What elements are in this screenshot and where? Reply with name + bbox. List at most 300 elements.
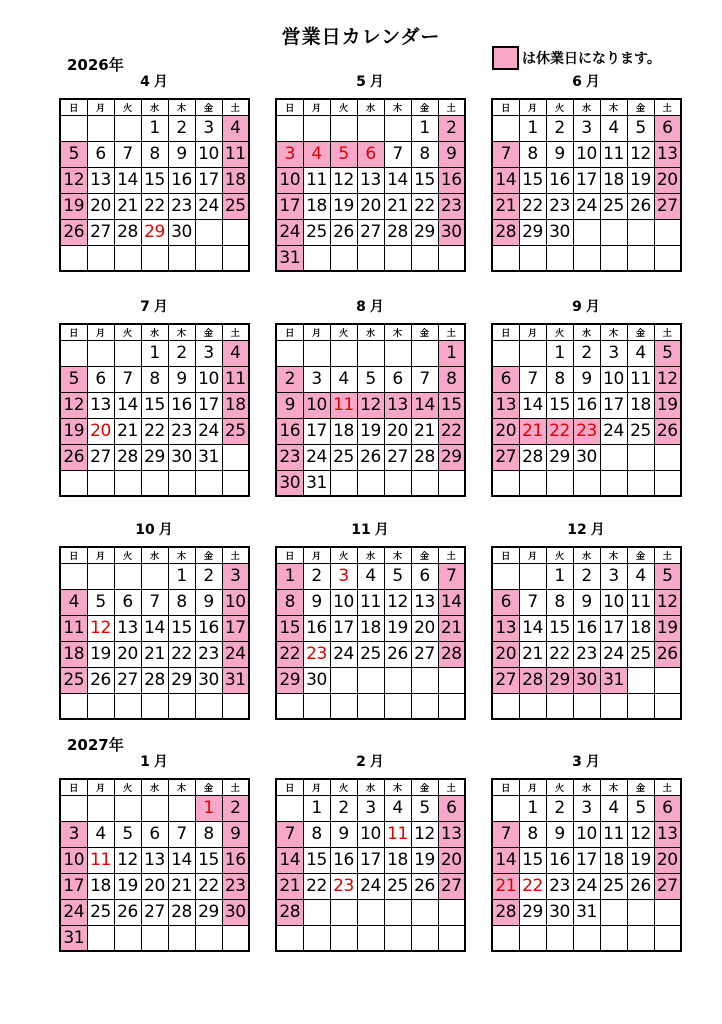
day-cell-holiday: 31 <box>600 667 627 693</box>
day-cell-holiday: 28 <box>276 899 303 925</box>
month-number: 4 <box>140 74 150 90</box>
empty-day-cell <box>654 925 681 951</box>
day-cell: 3 <box>600 340 627 366</box>
weekday-label: 土 <box>438 324 465 340</box>
day-cell: 19 <box>411 847 438 873</box>
empty-day-cell <box>303 245 330 271</box>
day-cell-holiday: 6 <box>654 795 681 821</box>
day-cell-holiday: 14 <box>276 847 303 873</box>
day-cell-holiday: 9 <box>438 141 465 167</box>
week-row <box>492 193 681 219</box>
day-cell: 18 <box>87 873 114 899</box>
empty-day-cell <box>546 925 573 951</box>
empty-day-cell <box>411 470 438 496</box>
day-cell: 10 <box>600 366 627 392</box>
day-cell-holiday: 10 <box>60 847 87 873</box>
weekday-header <box>276 779 465 795</box>
day-cell: 30 <box>546 899 573 925</box>
day-cell: 11 <box>627 366 654 392</box>
empty-day-cell <box>330 470 357 496</box>
week-row <box>276 641 465 667</box>
month-suffix: 月 <box>369 299 384 315</box>
weekday-label: 火 <box>114 547 141 563</box>
weekday-label: 金 <box>627 547 654 563</box>
day-cell: 3 <box>330 563 357 589</box>
day-cell: 20 <box>411 615 438 641</box>
day-cell-holiday: 13 <box>384 392 411 418</box>
day-cell-holiday: 27 <box>492 444 519 470</box>
day-cell: 1 <box>141 115 168 141</box>
day-cell: 24 <box>573 193 600 219</box>
day-cell-holiday: 26 <box>60 219 87 245</box>
day-cell: 3 <box>195 340 222 366</box>
week-row <box>492 563 681 589</box>
day-cell: 1 <box>303 795 330 821</box>
day-cell: 25 <box>330 444 357 470</box>
day-cell: 29 <box>168 667 195 693</box>
weekday-label: 水 <box>141 99 168 115</box>
empty-day-cell <box>492 795 519 821</box>
empty-day-cell <box>222 925 249 951</box>
month-number: 9 <box>572 299 582 315</box>
week-row <box>60 340 249 366</box>
empty-day-cell <box>60 563 87 589</box>
day-cell-holiday: 11 <box>222 366 249 392</box>
empty-day-cell <box>573 925 600 951</box>
day-cell: 27 <box>87 444 114 470</box>
day-cell: 24 <box>195 418 222 444</box>
day-cell: 29 <box>141 444 168 470</box>
empty-day-cell <box>222 470 249 496</box>
day-cell-holiday: 30 <box>438 219 465 245</box>
day-cell-holiday: 23 <box>573 418 600 444</box>
week-row <box>60 193 249 219</box>
day-cell: 22 <box>519 873 546 899</box>
empty-day-cell <box>600 470 627 496</box>
empty-day-cell <box>411 245 438 271</box>
weekday-label: 火 <box>330 547 357 563</box>
day-cell-holiday: 22 <box>276 641 303 667</box>
weekday-label: 土 <box>654 324 681 340</box>
day-cell-holiday: 26 <box>60 444 87 470</box>
day-cell: 18 <box>600 167 627 193</box>
day-cell: 16 <box>573 615 600 641</box>
week-row <box>60 795 249 821</box>
day-cell: 15 <box>303 847 330 873</box>
empty-day-cell <box>87 795 114 821</box>
empty-day-cell <box>546 470 573 496</box>
weekday-label: 土 <box>222 324 249 340</box>
day-cell: 14 <box>114 392 141 418</box>
week-row <box>60 847 249 873</box>
day-cell: 24 <box>303 444 330 470</box>
day-cell: 9 <box>546 141 573 167</box>
week-row <box>60 418 249 444</box>
empty-day-cell <box>654 219 681 245</box>
month-calendar <box>59 323 250 497</box>
day-cell-holiday: 28 <box>492 899 519 925</box>
weekday-label: 火 <box>546 324 573 340</box>
day-cell: 6 <box>411 563 438 589</box>
empty-day-cell <box>654 470 681 496</box>
week-row <box>492 444 681 470</box>
empty-day-cell <box>411 899 438 925</box>
day-cell-holiday: 12 <box>60 167 87 193</box>
day-cell-holiday: 13 <box>438 821 465 847</box>
weekday-label: 水 <box>573 547 600 563</box>
day-cell: 29 <box>519 219 546 245</box>
month-calendar <box>491 778 682 952</box>
day-cell-holiday: 5 <box>330 141 357 167</box>
month-suffix: 月 <box>374 522 389 538</box>
empty-day-cell <box>114 340 141 366</box>
empty-day-cell <box>519 693 546 719</box>
day-cell: 8 <box>546 589 573 615</box>
day-cell: 11 <box>600 821 627 847</box>
empty-day-cell <box>600 444 627 470</box>
weekday-label: 日 <box>60 779 87 795</box>
day-cell: 30 <box>573 444 600 470</box>
day-cell: 7 <box>519 589 546 615</box>
month-calendar <box>59 98 250 272</box>
empty-day-cell <box>654 444 681 470</box>
weekday-label: 木 <box>600 99 627 115</box>
empty-day-cell <box>195 245 222 271</box>
weekday-label: 日 <box>492 779 519 795</box>
day-cell-holiday: 21 <box>492 193 519 219</box>
day-cell-holiday: 1 <box>195 795 222 821</box>
empty-day-cell <box>303 115 330 141</box>
week-row <box>492 641 681 667</box>
empty-day-cell <box>384 667 411 693</box>
weekday-label: 月 <box>519 779 546 795</box>
month-number: 6 <box>572 74 582 90</box>
empty-day-cell <box>627 925 654 951</box>
day-cell: 10 <box>195 141 222 167</box>
day-cell: 19 <box>627 167 654 193</box>
day-cell: 10 <box>357 821 384 847</box>
empty-day-cell <box>519 925 546 951</box>
month-number: 1 <box>140 754 150 770</box>
day-cell: 22 <box>546 641 573 667</box>
empty-day-cell <box>114 470 141 496</box>
day-cell: 8 <box>141 141 168 167</box>
empty-day-cell <box>492 470 519 496</box>
day-cell: 5 <box>357 366 384 392</box>
weekday-label: 木 <box>384 779 411 795</box>
day-cell-holiday: 2 <box>276 366 303 392</box>
month-number: 10 <box>135 522 155 538</box>
day-cell-holiday: 30 <box>573 667 600 693</box>
month-number: 5 <box>356 74 366 90</box>
day-cell: 11 <box>627 589 654 615</box>
week-row <box>276 167 465 193</box>
day-cell-holiday: 31 <box>222 667 249 693</box>
day-cell: 7 <box>411 366 438 392</box>
empty-day-cell <box>546 693 573 719</box>
empty-day-cell <box>573 219 600 245</box>
day-cell: 8 <box>546 366 573 392</box>
day-cell: 27 <box>141 899 168 925</box>
day-cell: 16 <box>303 615 330 641</box>
day-cell: 18 <box>384 847 411 873</box>
week-row <box>60 873 249 899</box>
day-cell: 30 <box>195 667 222 693</box>
day-cell: 12 <box>87 615 114 641</box>
weekday-header <box>276 324 465 340</box>
day-cell: 25 <box>627 418 654 444</box>
week-row <box>60 925 249 951</box>
weekday-label: 日 <box>276 99 303 115</box>
day-cell-holiday: 19 <box>60 418 87 444</box>
day-cell-holiday: 6 <box>357 141 384 167</box>
day-cell-holiday: 28 <box>519 667 546 693</box>
day-cell: 22 <box>411 193 438 219</box>
day-cell: 11 <box>600 141 627 167</box>
week-row <box>60 167 249 193</box>
day-cell-holiday: 4 <box>222 115 249 141</box>
weekday-label: 月 <box>303 547 330 563</box>
day-cell-holiday: 16 <box>438 167 465 193</box>
month-number: 12 <box>567 522 587 538</box>
weekday-label: 木 <box>600 324 627 340</box>
week-row <box>276 873 465 899</box>
day-cell: 3 <box>303 366 330 392</box>
empty-day-cell <box>330 115 357 141</box>
day-cell: 13 <box>411 589 438 615</box>
day-cell: 20 <box>384 418 411 444</box>
day-cell-holiday: 5 <box>60 366 87 392</box>
day-cell: 12 <box>627 821 654 847</box>
day-cell-holiday: 5 <box>60 141 87 167</box>
day-cell-holiday: 17 <box>60 873 87 899</box>
day-cell: 4 <box>600 115 627 141</box>
day-cell: 29 <box>519 899 546 925</box>
day-cell: 11 <box>303 167 330 193</box>
day-cell: 12 <box>384 589 411 615</box>
day-cell: 29 <box>411 219 438 245</box>
empty-day-cell <box>411 925 438 951</box>
day-cell: 5 <box>627 115 654 141</box>
day-cell-holiday: 19 <box>654 615 681 641</box>
day-cell: 13 <box>87 392 114 418</box>
day-cell: 17 <box>330 615 357 641</box>
weekday-label: 日 <box>60 99 87 115</box>
week-row <box>276 366 465 392</box>
day-cell-holiday: 14 <box>411 392 438 418</box>
day-cell: 9 <box>168 141 195 167</box>
weekday-label: 土 <box>438 99 465 115</box>
day-cell: 22 <box>519 193 546 219</box>
day-cell-holiday: 9 <box>276 392 303 418</box>
week-row <box>276 470 465 496</box>
day-cell-holiday: 12 <box>60 392 87 418</box>
weekday-label: 火 <box>546 99 573 115</box>
empty-day-cell <box>492 563 519 589</box>
empty-day-cell <box>384 245 411 271</box>
empty-day-cell <box>168 693 195 719</box>
day-cell: 22 <box>168 641 195 667</box>
month-title <box>275 519 465 539</box>
day-cell: 8 <box>195 821 222 847</box>
day-cell: 14 <box>519 615 546 641</box>
month-suffix: 月 <box>158 522 173 538</box>
day-cell: 2 <box>573 563 600 589</box>
day-cell: 17 <box>195 392 222 418</box>
weekday-label: 火 <box>546 779 573 795</box>
week-row <box>276 899 465 925</box>
day-cell: 7 <box>114 141 141 167</box>
week-row <box>492 925 681 951</box>
day-cell-holiday: 21 <box>276 873 303 899</box>
weekday-label: 水 <box>357 324 384 340</box>
day-cell: 9 <box>168 366 195 392</box>
week-row <box>60 219 249 245</box>
weekday-header <box>492 99 681 115</box>
day-cell: 17 <box>195 167 222 193</box>
week-row <box>276 219 465 245</box>
empty-day-cell <box>141 693 168 719</box>
empty-day-cell <box>573 470 600 496</box>
empty-day-cell <box>168 245 195 271</box>
day-cell: 7 <box>114 366 141 392</box>
day-cell: 17 <box>600 615 627 641</box>
weekday-label: 月 <box>519 99 546 115</box>
empty-day-cell <box>627 693 654 719</box>
day-cell: 22 <box>141 193 168 219</box>
day-cell: 1 <box>519 115 546 141</box>
weekday-label: 金 <box>411 547 438 563</box>
day-cell: 14 <box>168 847 195 873</box>
day-cell: 9 <box>573 589 600 615</box>
weekday-label: 火 <box>330 324 357 340</box>
day-cell: 21 <box>384 193 411 219</box>
weekday-label: 日 <box>276 779 303 795</box>
week-row <box>276 245 465 271</box>
day-cell-holiday: 20 <box>654 847 681 873</box>
empty-day-cell <box>141 795 168 821</box>
empty-day-cell <box>114 795 141 821</box>
day-cell: 25 <box>87 899 114 925</box>
year-label: 2027年 <box>67 736 124 754</box>
day-cell: 8 <box>141 366 168 392</box>
week-row <box>492 667 681 693</box>
day-cell-holiday: 25 <box>222 193 249 219</box>
empty-day-cell <box>87 470 114 496</box>
month-title <box>275 296 465 316</box>
day-cell-holiday: 14 <box>492 847 519 873</box>
empty-day-cell <box>195 470 222 496</box>
day-cell: 9 <box>330 821 357 847</box>
week-row <box>276 615 465 641</box>
day-cell-holiday: 16 <box>276 418 303 444</box>
empty-day-cell <box>654 899 681 925</box>
weekday-label: 金 <box>195 547 222 563</box>
month-suffix: 月 <box>153 754 168 770</box>
day-cell: 17 <box>303 418 330 444</box>
day-cell-holiday: 16 <box>222 847 249 873</box>
week-row <box>492 693 681 719</box>
empty-day-cell <box>411 667 438 693</box>
month-title <box>59 519 249 539</box>
empty-day-cell <box>600 925 627 951</box>
day-cell: 30 <box>546 219 573 245</box>
day-cell: 26 <box>357 444 384 470</box>
week-row <box>492 167 681 193</box>
day-cell-holiday: 5 <box>654 340 681 366</box>
year-label: 2026年 <box>67 56 124 74</box>
day-cell-holiday: 24 <box>276 219 303 245</box>
day-cell: 1 <box>546 340 573 366</box>
day-cell: 20 <box>87 193 114 219</box>
weekday-label: 月 <box>87 779 114 795</box>
empty-day-cell <box>627 899 654 925</box>
day-cell: 13 <box>141 847 168 873</box>
week-row <box>60 392 249 418</box>
weekday-label: 水 <box>573 779 600 795</box>
empty-day-cell <box>384 693 411 719</box>
day-cell: 14 <box>384 167 411 193</box>
day-cell: 4 <box>330 366 357 392</box>
empty-day-cell <box>627 444 654 470</box>
empty-day-cell <box>60 115 87 141</box>
day-cell: 12 <box>627 141 654 167</box>
week-row <box>60 366 249 392</box>
day-cell-holiday: 6 <box>492 589 519 615</box>
weekday-label: 火 <box>546 547 573 563</box>
empty-day-cell <box>438 470 465 496</box>
day-cell: 27 <box>384 444 411 470</box>
day-cell-holiday: 24 <box>60 899 87 925</box>
day-cell-holiday: 27 <box>654 873 681 899</box>
day-cell-holiday: 3 <box>60 821 87 847</box>
day-cell: 16 <box>168 392 195 418</box>
day-cell: 1 <box>141 340 168 366</box>
day-cell-holiday: 12 <box>654 366 681 392</box>
empty-day-cell <box>519 245 546 271</box>
empty-day-cell <box>600 693 627 719</box>
empty-day-cell <box>330 693 357 719</box>
day-cell: 13 <box>87 167 114 193</box>
day-cell-holiday: 20 <box>492 641 519 667</box>
empty-day-cell <box>303 693 330 719</box>
day-cell: 2 <box>546 115 573 141</box>
legend <box>492 46 661 70</box>
month-title <box>491 519 681 539</box>
day-cell: 25 <box>600 193 627 219</box>
day-cell: 20 <box>357 193 384 219</box>
weekday-label: 金 <box>195 324 222 340</box>
month-title <box>59 71 249 91</box>
month-title <box>275 71 465 91</box>
empty-day-cell <box>168 795 195 821</box>
day-cell: 12 <box>114 847 141 873</box>
empty-day-cell <box>141 563 168 589</box>
weekday-header <box>60 99 249 115</box>
day-cell-holiday: 3 <box>222 563 249 589</box>
empty-day-cell <box>114 563 141 589</box>
weekday-label: 木 <box>600 779 627 795</box>
day-cell: 31 <box>195 444 222 470</box>
day-cell: 8 <box>411 141 438 167</box>
day-cell: 23 <box>546 193 573 219</box>
day-cell: 25 <box>384 873 411 899</box>
day-cell: 4 <box>87 821 114 847</box>
day-cell: 20 <box>114 641 141 667</box>
weekday-label: 木 <box>600 547 627 563</box>
day-cell: 12 <box>411 821 438 847</box>
day-cell: 15 <box>519 847 546 873</box>
